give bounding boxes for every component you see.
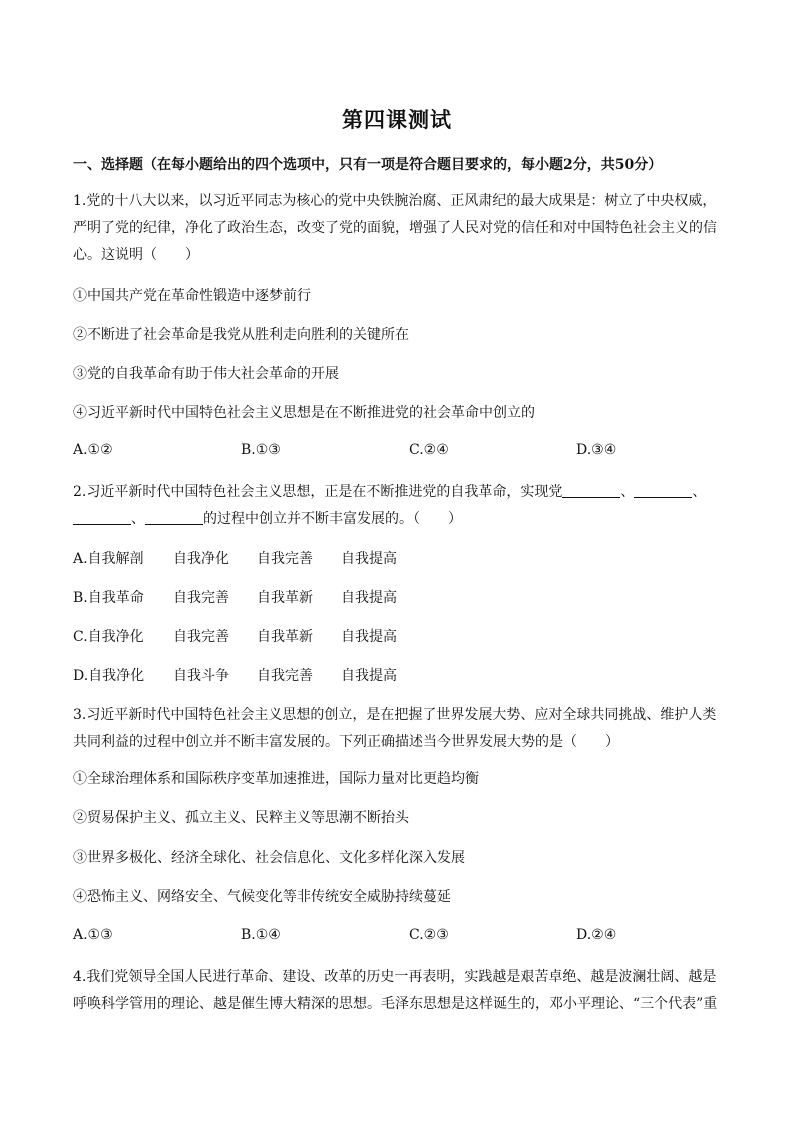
option-c[interactable]: C.②③ bbox=[409, 927, 449, 943]
answer-blank[interactable] bbox=[634, 483, 692, 498]
section-heading: 一、选择题（在每小题给出的四个选项中，只有一项是符合题目要求的，每小题2分，共50分） bbox=[73, 157, 663, 173]
option-b[interactable]: B.①③ bbox=[241, 442, 281, 458]
question-1-options bbox=[73, 442, 723, 462]
question-2-option-b[interactable]: B.自我革命 自我完善 自我革新 自我提高 bbox=[73, 590, 397, 606]
question-2-stem-text: 2.习近平新时代中国特色社会主义思想，正是在不断推进党的自我革命，实现党 bbox=[73, 484, 563, 500]
question-3-item: ①全球治理体系和国际秩序变革加速推进，国际力量对比更趋均衡 bbox=[73, 771, 479, 787]
option-d[interactable]: D.②④ bbox=[576, 927, 617, 943]
option-d[interactable]: D.③④ bbox=[576, 442, 617, 458]
question-1-item: ②不断进了社会革命是我党从胜利走向胜利的关键所在 bbox=[73, 327, 409, 343]
question-2-stem-text: 的过程中创立并不断丰富发展的。（ ） bbox=[203, 511, 462, 527]
question-3-item: ④恐怖主义、网络安全、气候变化等非传统安全威胁持续蔓延 bbox=[73, 889, 451, 905]
question-1-item: ①中国共产党在革命性锻造中逐梦前行 bbox=[73, 288, 311, 304]
question-2-option-d[interactable]: D.自我净化 自我斗争 自我完善 自我提高 bbox=[73, 668, 397, 684]
option-a[interactable]: A.①② bbox=[73, 442, 113, 458]
question-2-stem-line-1: 2.习近平新时代中国特色社会主义思想，正是在不断推进党的自我革命，实现党 、 、 bbox=[73, 484, 707, 500]
question-2-stem-line-2: 、 的过程中创立并不断丰富发展的。（ ） bbox=[73, 509, 723, 529]
question-2-option-c[interactable]: C.自我净化 自我完善 自我革新 自我提高 bbox=[73, 629, 397, 645]
question-1-item: ③党的自我革命有助于伟大社会革命的开展 bbox=[73, 366, 339, 382]
question-2-option-a[interactable]: A.自我解剖 自我净化 自我完善 自我提高 bbox=[73, 551, 397, 567]
question-3-stem: 3.习近平新时代中国特色社会主义思想的创立，是在把握了世界发展大势、应对全球共同挑战、维护人类共同利益的过程中创立并不断丰富发展的。下列正确描述当今世界发展大势的是（ ） bbox=[73, 707, 717, 750]
option-a[interactable]: A.①③ bbox=[73, 927, 113, 943]
option-c[interactable]: C.②④ bbox=[409, 442, 449, 458]
question-1-item: ④习近平新时代中国特色社会主义思想是在不断推进党的社会革命中创立的 bbox=[73, 405, 535, 421]
answer-blank[interactable] bbox=[562, 483, 620, 498]
option-b[interactable]: B.①④ bbox=[241, 927, 281, 943]
page-title: 第四课测试 bbox=[342, 107, 452, 132]
question-4-stem: 4.我们党领导全国人民进行革命、建设、改革的历史一再表明，实践越是艰苦卓绝、越是波澜壮阔、越是呼唤科学管用的理论、越是催生博大精深的思想。毛泽东思想是这样诞生的，邓小平理论、“三个代表”重 bbox=[73, 969, 718, 1012]
question-1-stem: 1.党的十八大以来，以习近平同志为核心的党中央铁腕治腐、正风肃纪的最大成果是：树立了中央权威，严明了党的纪律，净化了政治生态，改变了党的面貌，增强了人民对党的信任和对中国特色社会主义的信心。这说明（ ） bbox=[73, 193, 717, 263]
question-3-item: ②贸易保护主义、孤立主义、民粹主义等思潮不断抬头 bbox=[73, 810, 409, 826]
question-3-item: ③世界多极化、经济全球化、社会信息化、文化多样化深入发展 bbox=[73, 850, 465, 866]
answer-blank[interactable] bbox=[73, 510, 131, 525]
answer-blank[interactable] bbox=[145, 510, 203, 525]
question-3-options bbox=[73, 927, 723, 947]
